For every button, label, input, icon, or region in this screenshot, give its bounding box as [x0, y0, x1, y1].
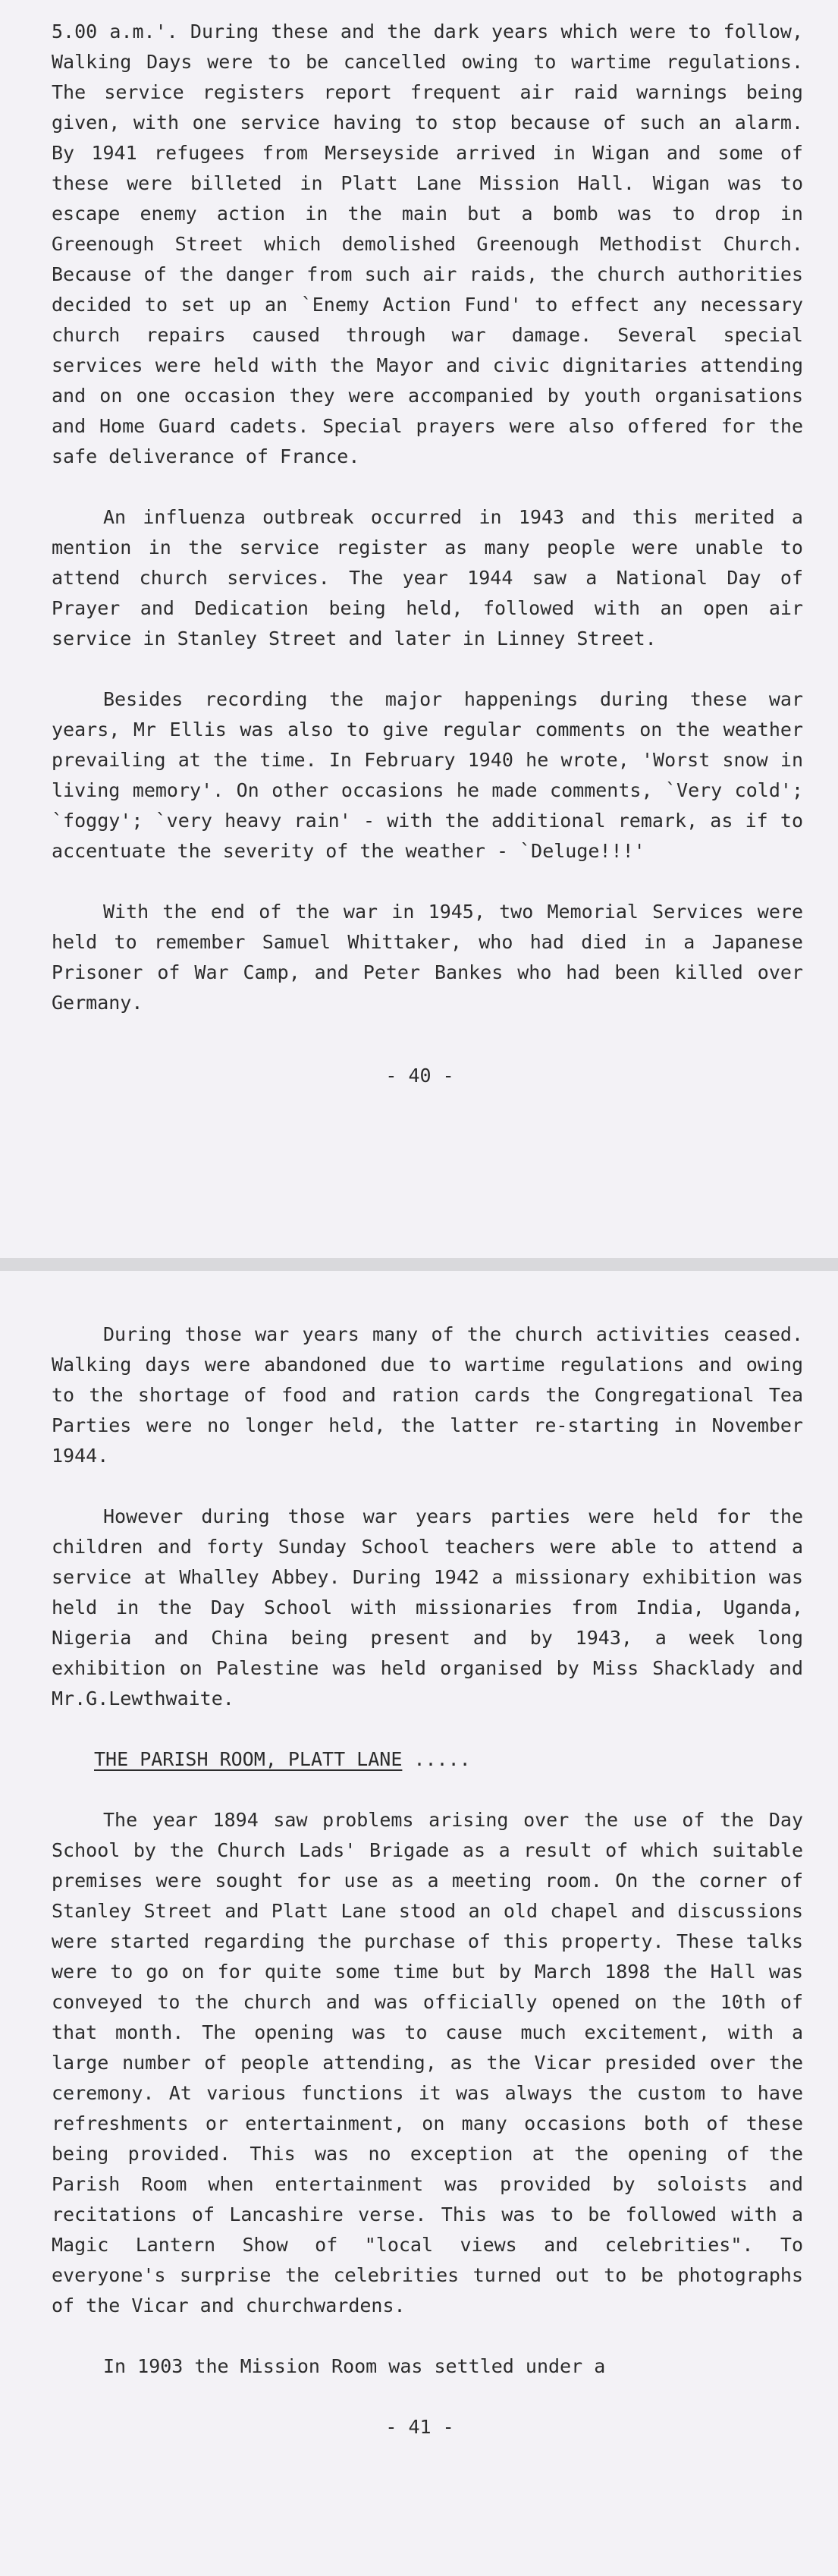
section-heading-row	[94, 1744, 803, 1775]
body-paragraph: An influenza outbreak occurred in 1943 and this merited a mention in the service register as many people were unable to attend church services. The year 1944 saw a National Day of Prayer and Dedication being held, followed with an open air service in Stanley Street and later in Linney Street.	[52, 506, 803, 650]
body-paragraph: 5.00 a.m.'. During these and the dark years which were to follow, Walking Days were to be cancelled owing to wartime regulations. The service registers report frequent air raid warnings being given, with one service having to stop because of such an alarm. By 1941 refugees from Merseyside arrived in Wigan and some of these were billeted in Platt Lane Mission Hall. Wigan was to escape enemy action in the main but a bomb was to drop in Greenough Street which demolished Greenough Methodist Church. Because of the danger from such air raids, the church authorities decided to set up an `Enemy Action Fund' to effect any necessary church repairs caused through war damage. Several special services were held with the Mayor and civic dignitaries attending and on one occasion they were accompanied by youth organisations and Home Guard cadets. Special prayers were also offered for the safe deliverance of France.	[52, 20, 803, 467]
body-paragraph: However during those war years parties were held for the children and forty Sunday School teachers were able to attend a service at Whalley Abbey. During 1942 a missionary exhibition was held in the Day School with missionaries from India, Uganda, Nigeria and China being present and by 1943, a week long exhibition on Palestine was held organised by Miss Shacklady and Mr.G.Lewthwaite.	[52, 1505, 803, 1709]
page-number: - 40 -	[385, 1065, 454, 1087]
document-page-41	[0, 1271, 838, 2576]
section-heading: THE PARISH ROOM, PLATT LANE	[94, 1748, 403, 1770]
body-paragraph: Besides recording the major happenings during these war years, Mr Ellis was also to give regular comments on the weather prevailing at the time. In February 1940 he wrote, 'Worst snow in living memory'. On other occasions he made comments, `Very cold'; `foggy'; `very heavy rain' - with the additional remark, as if to accentuate the severity of the weather - `Deluge!!!'	[52, 688, 803, 862]
page-number: - 41 -	[385, 2416, 454, 2438]
section-heading-ellipsis: .....	[402, 1748, 471, 1770]
body-paragraph: The year 1894 saw problems arising over the use of the Day School by the Church Lads' Brigade as a result of which suitable premises were sought for use as a meeting room. On the corner of Stanley Street and Platt Lane stood an old chapel and discussions were started regarding the purchase of this property. These talks were to go on for quite some time but by March 1898 the Hall was conveyed to the church and was officially opened on the 10th of that month. The opening was to cause much excitement, with a large number of people attending, as the Vicar presided over the ceremony. At various functions it was always the custom to have refreshments or entertainment, on many occasions both of these being provided. This was no exception at the opening of the Parish Room when entertainment was provided by soloists and recitations of Lancashire verse. This was to be followed with a Magic Lantern Show of "local views and celebrities". To everyone's surprise the celebrities turned out to be photographs of the Vicar and churchwardens.	[52, 1809, 803, 2317]
body-paragraph: With the end of the war in 1945, two Memorial Services were held to remember Samuel Whittaker, who had died in a Japanese Prisoner of War Camp, and Peter Bankes who had been killed over Germany.	[52, 901, 803, 1014]
body-paragraph: In 1903 the Mission Room was settled under a	[103, 2355, 606, 2377]
document-page-40	[0, 0, 838, 1258]
body-paragraph: During those war years many of the church activities ceased. Walking days were abandoned due to wartime regulations and owing to the shortage of food and ration cards the Congregational Tea Parties were no longer held, the latter re-starting in November 1944.	[52, 1323, 803, 1467]
